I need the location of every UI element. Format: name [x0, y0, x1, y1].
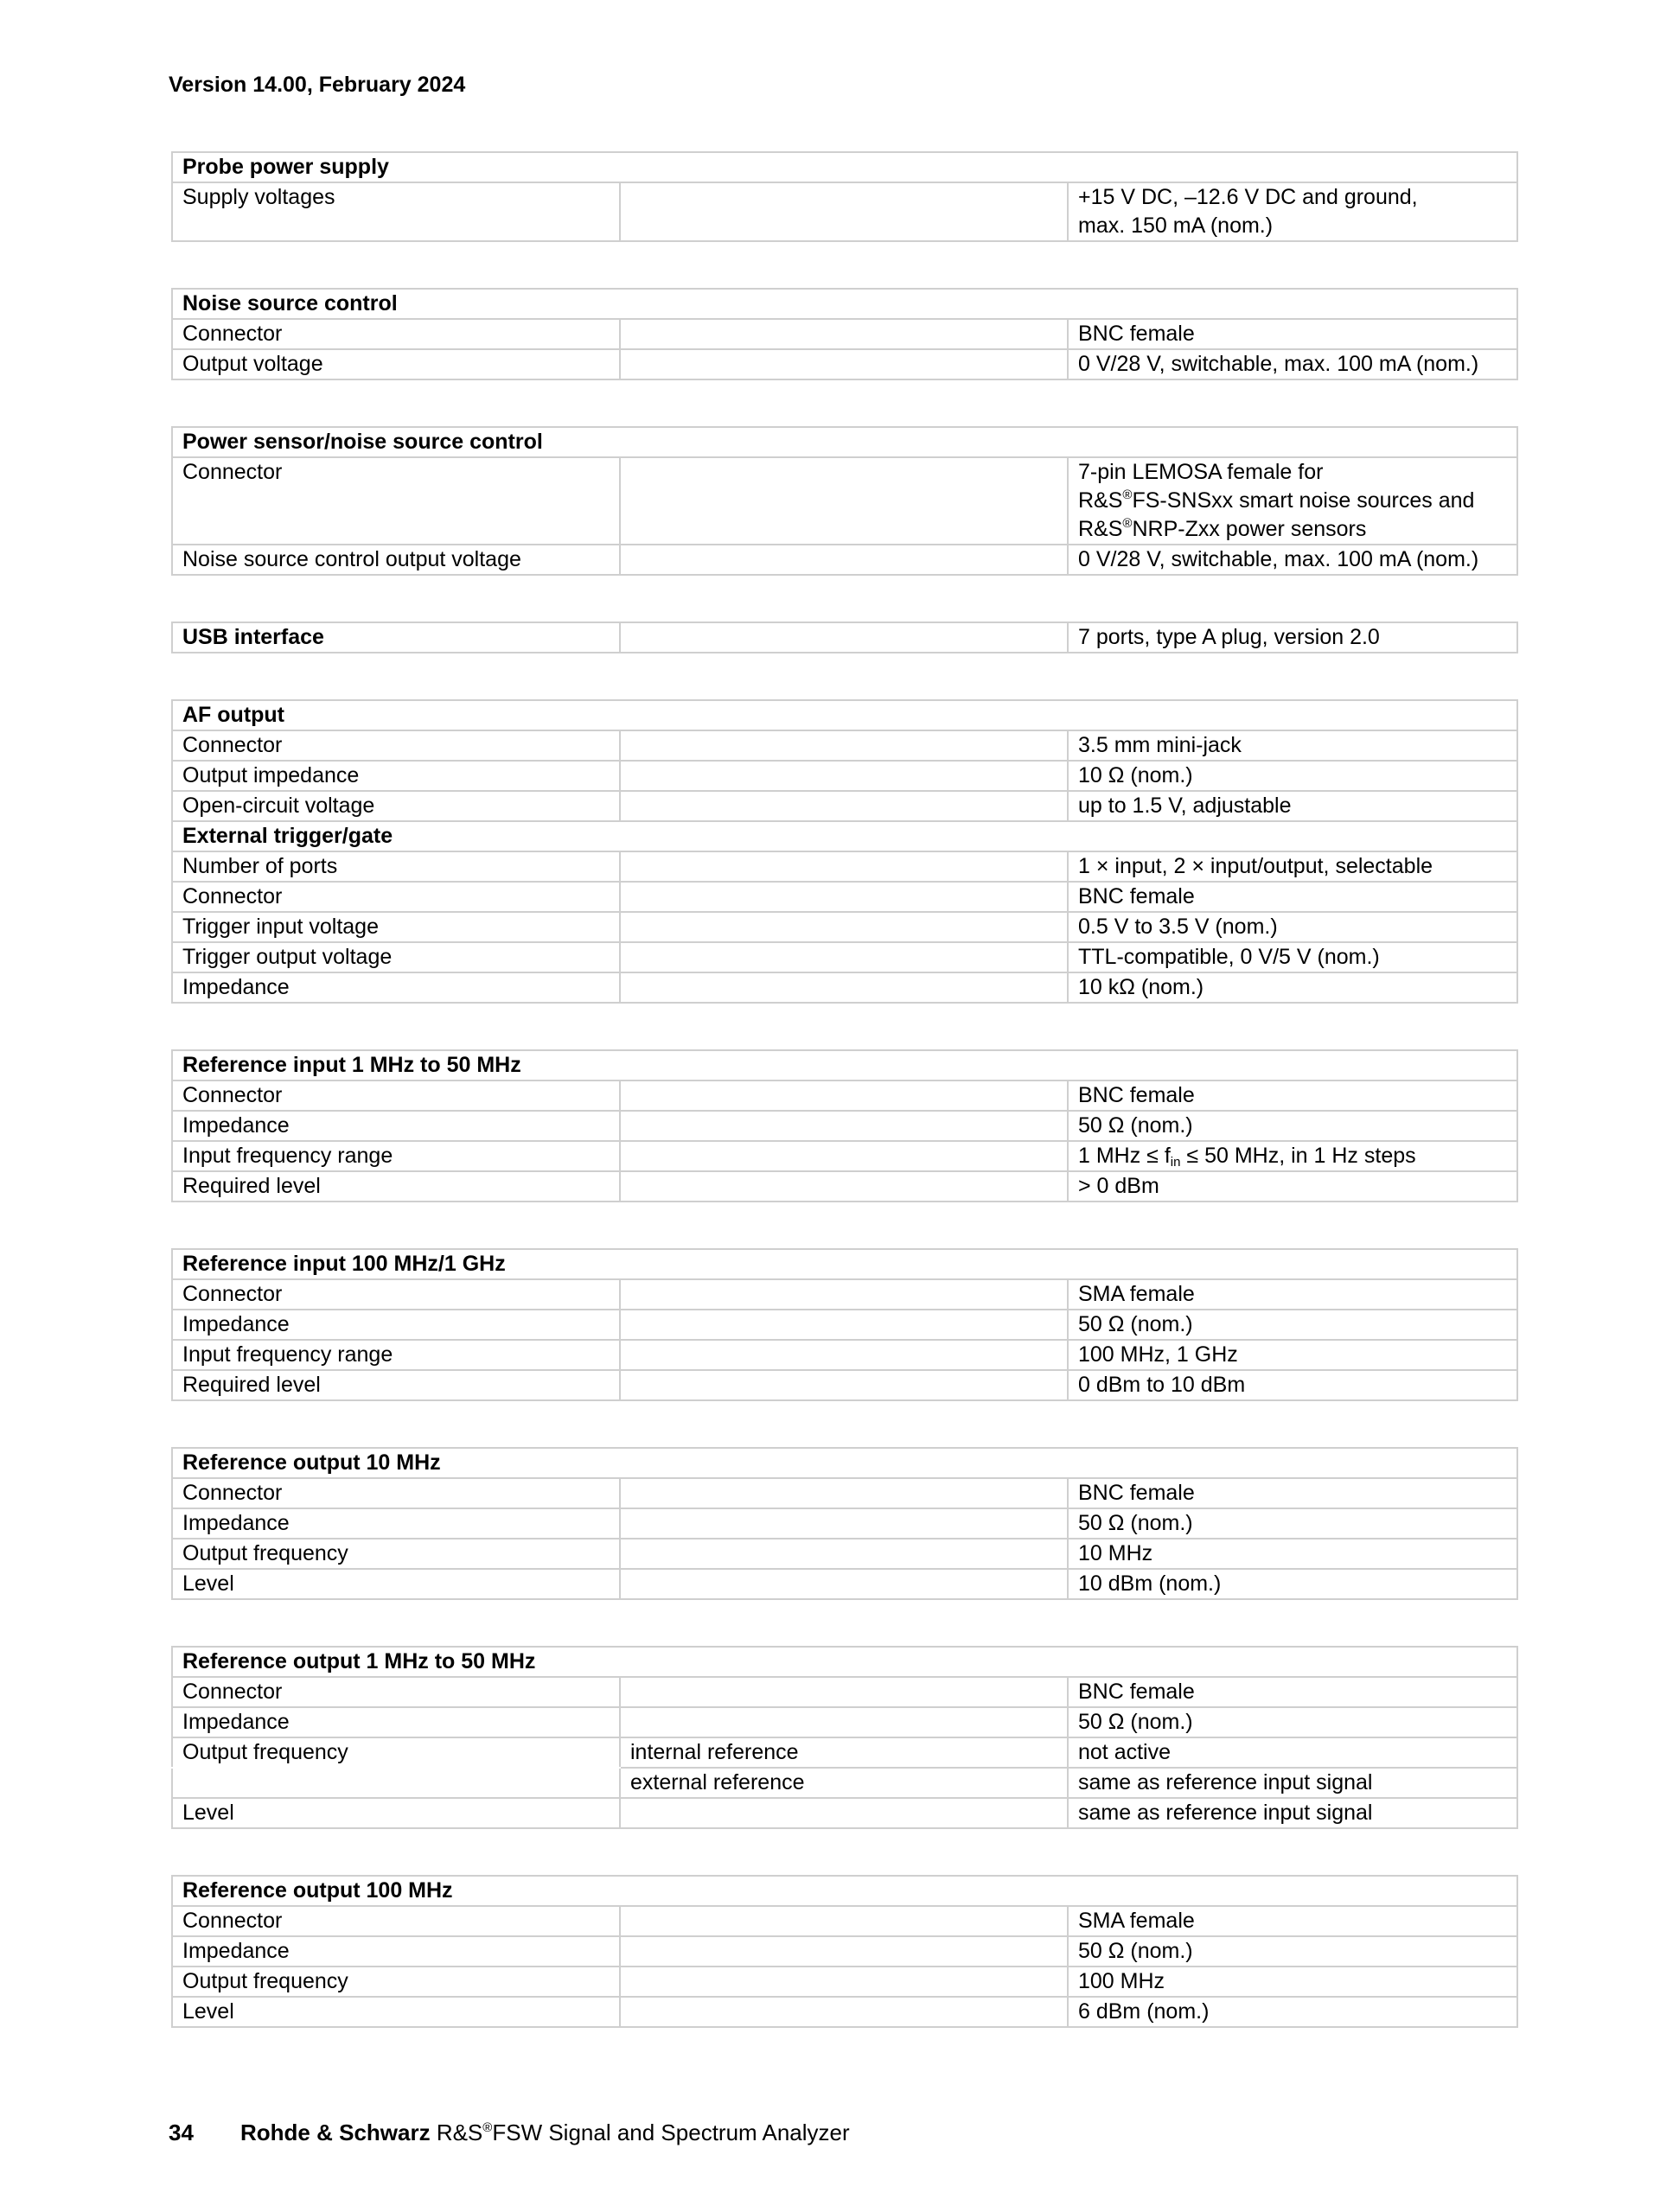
table-row	[172, 1936, 1517, 1967]
param-value: BNC female	[1068, 1478, 1517, 1508]
param-condition: external reference	[620, 1768, 1068, 1798]
table-power-sensor-noise-source-control	[171, 426, 1518, 576]
section-title: Reference output 100 MHz	[172, 1876, 1517, 1906]
param-condition	[620, 319, 1068, 349]
param-label: Impedance	[172, 1310, 620, 1340]
registered-mark: ®	[1122, 488, 1133, 502]
param-value: 10 Ω (nom.)	[1068, 761, 1517, 791]
param-condition	[620, 457, 1068, 545]
param-label	[172, 1768, 620, 1798]
subscript-text: in	[1170, 1155, 1181, 1170]
param-label: Required level	[172, 1370, 620, 1400]
table-row	[172, 1967, 1517, 1997]
param-value: same as reference input signal	[1068, 1768, 1517, 1798]
param-label: Output frequency	[172, 1737, 620, 1768]
param-condition	[620, 761, 1068, 791]
param-condition	[620, 1936, 1068, 1967]
table-row	[172, 851, 1517, 882]
table-title-row	[172, 1249, 1517, 1279]
param-value: 6 dBm (nom.)	[1068, 1997, 1517, 2027]
param-label: Level	[172, 1997, 620, 2027]
param-condition	[620, 1967, 1068, 1997]
footer-brand: Rohde & Schwarz	[240, 2120, 431, 2145]
table-row	[172, 1279, 1517, 1310]
param-label: Level	[172, 1798, 620, 1828]
param-label: Supply voltages	[172, 182, 620, 241]
page-footer	[169, 2120, 850, 2146]
param-label: Impedance	[172, 1508, 620, 1539]
param-condition: internal reference	[620, 1737, 1068, 1768]
param-label: Output frequency	[172, 1539, 620, 1569]
table-title-row	[172, 427, 1517, 457]
param-label: Trigger output voltage	[172, 942, 620, 972]
param-label: Input frequency range	[172, 1141, 620, 1171]
param-label: Level	[172, 1569, 620, 1599]
param-value: 10 dBm (nom.)	[1068, 1569, 1517, 1599]
param-value-line: max. 150 mA (nom.)	[1078, 214, 1274, 238]
param-value: up to 1.5 V, adjustable	[1068, 791, 1517, 821]
param-label: Connector	[172, 882, 620, 912]
param-condition	[620, 1997, 1068, 2027]
param-value: 50 Ω (nom.)	[1068, 1936, 1517, 1967]
param-value: 7 ports, type A plug, version 2.0	[1068, 622, 1517, 653]
param-value: SMA female	[1068, 1279, 1517, 1310]
param-value: 0 dBm to 10 dBm	[1068, 1370, 1517, 1400]
table-row	[172, 319, 1517, 349]
param-condition	[620, 972, 1068, 1003]
table-row	[172, 1569, 1517, 1599]
param-condition	[620, 1340, 1068, 1370]
param-condition	[620, 1081, 1068, 1111]
param-value	[1068, 1141, 1517, 1171]
section-title: Reference output 1 MHz to 50 MHz	[172, 1647, 1517, 1677]
page-number: 34	[169, 2120, 194, 2145]
table-title-row	[172, 1448, 1517, 1478]
param-condition	[620, 349, 1068, 379]
param-condition	[620, 851, 1068, 882]
param-value-line	[1078, 515, 1516, 544]
table-af-output	[171, 699, 1518, 1004]
value-text: NRP-Zxx power sensors	[1132, 517, 1367, 541]
section-title: Reference input 100 MHz/1 GHz	[172, 1249, 1517, 1279]
param-label: Connector	[172, 1677, 620, 1707]
param-value: 0 V/28 V, switchable, max. 100 mA (nom.)	[1068, 349, 1517, 379]
table-row	[172, 1310, 1517, 1340]
brand-text: R&S	[1078, 488, 1123, 513]
table-title-row	[172, 700, 1517, 730]
table-title-row	[172, 1647, 1517, 1677]
param-value: not active	[1068, 1737, 1517, 1768]
table-row	[172, 1111, 1517, 1141]
specifications-tables	[171, 151, 1516, 2028]
param-condition	[620, 912, 1068, 942]
param-value-line	[1078, 487, 1516, 515]
param-value: BNC female	[1068, 319, 1517, 349]
param-label: Number of ports	[172, 851, 620, 882]
param-value: same as reference input signal	[1068, 1798, 1517, 1828]
table-row	[172, 972, 1517, 1003]
param-condition	[620, 1478, 1068, 1508]
table-row	[172, 912, 1517, 942]
param-value	[1068, 457, 1517, 545]
table-row	[172, 1370, 1517, 1400]
table-row	[172, 1141, 1517, 1171]
param-condition	[620, 1111, 1068, 1141]
param-label: Output voltage	[172, 349, 620, 379]
section-title: USB interface	[172, 622, 620, 653]
table-title-row	[172, 1050, 1517, 1081]
param-label: Noise source control output voltage	[172, 545, 620, 575]
table-probe-power-supply	[171, 151, 1518, 242]
param-value: BNC female	[1068, 1081, 1517, 1111]
table-row	[172, 761, 1517, 791]
param-value: 50 Ω (nom.)	[1068, 1707, 1517, 1737]
param-condition	[620, 1310, 1068, 1340]
param-value: 3.5 mm mini-jack	[1068, 730, 1517, 761]
param-condition	[620, 1677, 1068, 1707]
param-value: 0 V/28 V, switchable, max. 100 mA (nom.)	[1068, 545, 1517, 575]
footer-product-title: FSW Signal and Spectrum Analyzer	[492, 2120, 850, 2145]
value-text: ≤ 50 MHz, in 1 Hz steps	[1180, 1144, 1416, 1168]
param-value: TTL-compatible, 0 V/5 V (nom.)	[1068, 942, 1517, 972]
param-value: 10 kΩ (nom.)	[1068, 972, 1517, 1003]
param-label: Output impedance	[172, 761, 620, 791]
table-row	[172, 1508, 1517, 1539]
param-label: Connector	[172, 319, 620, 349]
table-reference-input-1-50mhz	[171, 1049, 1518, 1202]
table-row	[172, 1997, 1517, 2027]
table-row	[172, 1737, 1517, 1768]
table-title-row	[172, 1876, 1517, 1906]
table-row	[172, 882, 1517, 912]
param-label: Connector	[172, 457, 620, 545]
table-title-row	[172, 152, 1517, 182]
param-condition	[620, 1539, 1068, 1569]
table-row	[172, 545, 1517, 575]
registered-mark: ®	[1122, 516, 1133, 531]
table-usb-interface	[171, 622, 1518, 653]
param-condition	[620, 1906, 1068, 1936]
param-condition	[620, 882, 1068, 912]
table-row	[172, 457, 1517, 545]
param-value: 50 Ω (nom.)	[1068, 1111, 1517, 1141]
param-condition	[620, 1141, 1068, 1171]
value-text: FS-SNSxx smart noise sources and	[1132, 488, 1475, 513]
section-title: Reference output 10 MHz	[172, 1448, 1517, 1478]
table-row	[172, 1539, 1517, 1569]
param-label: Required level	[172, 1171, 620, 1202]
table-reference-output-10mhz	[171, 1447, 1518, 1600]
param-value: SMA female	[1068, 1906, 1517, 1936]
param-label: Connector	[172, 1478, 620, 1508]
table-row	[172, 1478, 1517, 1508]
table-row	[172, 1906, 1517, 1936]
param-label: Input frequency range	[172, 1340, 620, 1370]
param-condition	[620, 622, 1068, 653]
param-label: Connector	[172, 1906, 620, 1936]
param-value: 10 MHz	[1068, 1539, 1517, 1569]
table-row	[172, 1798, 1517, 1828]
param-condition	[620, 942, 1068, 972]
param-label: Impedance	[172, 972, 620, 1003]
param-value: 1 × input, 2 × input/output, selectable	[1068, 851, 1517, 882]
table-row	[172, 730, 1517, 761]
param-value	[1068, 182, 1517, 241]
table-row	[172, 1707, 1517, 1737]
param-condition	[620, 1171, 1068, 1202]
param-condition	[620, 1569, 1068, 1599]
section-title: Probe power supply	[172, 152, 1517, 182]
table-row	[172, 1768, 1517, 1798]
param-value: 100 MHz, 1 GHz	[1068, 1340, 1517, 1370]
table-row	[172, 1081, 1517, 1111]
param-condition	[620, 1370, 1068, 1400]
param-value-line: 7-pin LEMOSA female for	[1078, 460, 1324, 484]
table-row	[172, 1340, 1517, 1370]
table-title-row	[172, 289, 1517, 319]
param-value: 50 Ω (nom.)	[1068, 1508, 1517, 1539]
param-condition	[620, 1707, 1068, 1737]
document-version: Version 14.00, February 2024	[169, 73, 466, 97]
table-row	[172, 1171, 1517, 1202]
param-value-line: +15 V DC, –12.6 V DC and ground,	[1078, 185, 1418, 209]
brand-text: R&S	[1078, 517, 1123, 541]
table-noise-source-control	[171, 288, 1518, 380]
param-condition	[620, 545, 1068, 575]
param-value: > 0 dBm	[1068, 1171, 1517, 1202]
param-value: BNC female	[1068, 1677, 1517, 1707]
param-label: Impedance	[172, 1707, 620, 1737]
section-title: Power sensor/noise source control	[172, 427, 1517, 457]
value-text: 1 MHz ≤ f	[1078, 1144, 1171, 1168]
table-row	[172, 1677, 1517, 1707]
section-title: AF output	[172, 700, 1517, 730]
param-condition	[620, 1798, 1068, 1828]
param-condition	[620, 791, 1068, 821]
section-subtitle: External trigger/gate	[172, 821, 1517, 851]
table-subtitle-row	[172, 821, 1517, 851]
table-row	[172, 349, 1517, 379]
param-value: BNC female	[1068, 882, 1517, 912]
param-label: Connector	[172, 730, 620, 761]
registered-mark: ®	[482, 2120, 493, 2135]
param-label: Output frequency	[172, 1967, 620, 1997]
param-condition	[620, 730, 1068, 761]
table-row	[172, 791, 1517, 821]
section-title: Reference input 1 MHz to 50 MHz	[172, 1050, 1517, 1081]
table-reference-input-100mhz-1ghz	[171, 1248, 1518, 1401]
param-label: Open-circuit voltage	[172, 791, 620, 821]
param-label: Connector	[172, 1081, 620, 1111]
section-title: Noise source control	[172, 289, 1517, 319]
param-value: 50 Ω (nom.)	[1068, 1310, 1517, 1340]
param-value: 100 MHz	[1068, 1967, 1517, 1997]
param-condition	[620, 1508, 1068, 1539]
footer-product-prefix: R&S	[430, 2120, 483, 2145]
param-condition	[620, 1279, 1068, 1310]
param-label: Impedance	[172, 1936, 620, 1967]
table-row	[172, 942, 1517, 972]
param-condition	[620, 182, 1068, 241]
table-reference-output-1-50mhz	[171, 1646, 1518, 1829]
param-value: 0.5 V to 3.5 V (nom.)	[1068, 912, 1517, 942]
table-row	[172, 622, 1517, 653]
table-reference-output-100mhz	[171, 1875, 1518, 2028]
param-label: Impedance	[172, 1111, 620, 1141]
param-label: Connector	[172, 1279, 620, 1310]
param-label: Trigger input voltage	[172, 912, 620, 942]
table-row	[172, 182, 1517, 241]
